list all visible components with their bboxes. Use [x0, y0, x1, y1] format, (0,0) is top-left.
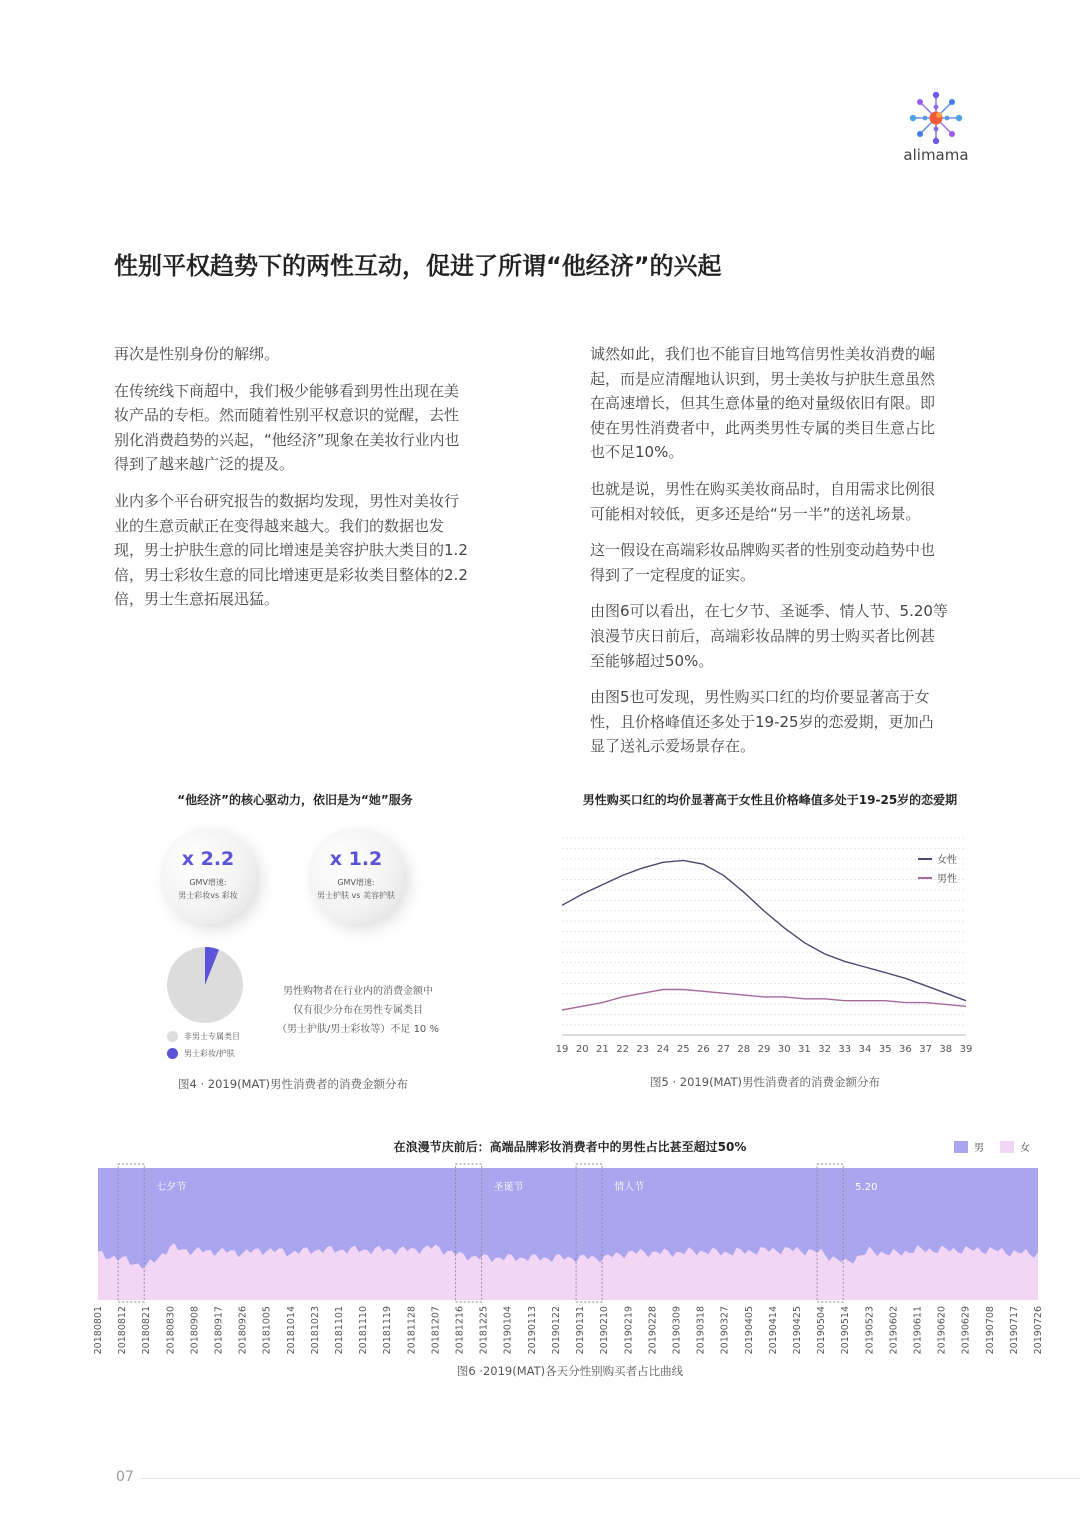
series-line-female: [562, 860, 966, 1000]
x-tick-label: 20181216: [454, 1306, 466, 1355]
x-tick-label: 39: [959, 1044, 973, 1055]
x-tick-label: 31: [798, 1044, 811, 1055]
paragraph: 由图5也可发现，男性购买口红的均价要显著高于女性，且价格峰值还多处于19-25岁的恋爱期，更加凸显了送礼示爱场景存在。: [590, 688, 934, 756]
fig4-legend: [167, 1031, 240, 1059]
fig4-pie-chart: [162, 942, 248, 1028]
fig6-legend: [950, 1138, 1040, 1156]
x-tick-label: 20190405: [743, 1306, 755, 1355]
x-tick-label: 20181023: [309, 1306, 321, 1355]
x-tick-label: 20190504: [816, 1306, 828, 1355]
x-tick-label: 21: [596, 1044, 609, 1055]
x-tick-label: 20180926: [237, 1306, 249, 1355]
legend-label-male: 男: [974, 1143, 984, 1154]
fig6-title: 在浪漫节庆前后：高端品牌彩妆消费者中的男性占比甚至超过50%: [393, 1140, 747, 1154]
brand-name: alimama: [903, 146, 969, 164]
x-tick-label: 20: [575, 1044, 589, 1055]
x-tick-label: 35: [878, 1044, 892, 1055]
paragraph: 由图6可以看出，在七夕节、圣诞季、情人节、5.20等浪漫节庆日前后，高端彩妆品牌的男士购买者比例甚至能够超过50%。: [590, 602, 948, 670]
fig4-title: “他经济”的核心驱动力，依旧是为“她”服务: [177, 793, 413, 807]
fig6-area-chart: [92, 1160, 1048, 1360]
note-line: 男性购物者在行业内的消费金额中: [283, 986, 433, 997]
x-tick-label: 20190425: [791, 1306, 803, 1355]
x-tick-label: 20190104: [502, 1306, 514, 1355]
x-tick-label: 20181207: [430, 1306, 442, 1355]
x-tick-label: 20180908: [189, 1306, 201, 1355]
fig4-caption: 图4 · 2019(MAT)男性消费者的消费金额分布: [178, 1077, 408, 1091]
x-tick-label: 20180917: [213, 1306, 225, 1355]
x-tick-label: 30: [777, 1044, 791, 1055]
x-tick-label: 33: [838, 1044, 852, 1055]
paragraph: 这一假设在高端彩妆品牌购买者的性别变动趋势中也得到了一定程度的证实。: [590, 541, 936, 584]
paragraph: 也就是说，男性在购买美妆商品时，自用需求比例很可能相对较低，更多还是给“另一半”的送礼场景。: [590, 479, 936, 523]
paragraph: 再次是性别身份的解绑。: [114, 345, 280, 363]
x-tick-label: 20190620: [936, 1306, 948, 1355]
x-tick-label: 20190523: [864, 1306, 876, 1355]
section-heading: 性别平权趋势下的两性互动，促进了所谓“他经济”的兴起: [114, 252, 722, 280]
note-line: 仅有很少分布在男性专属类目: [293, 1005, 423, 1016]
legend-swatch: [167, 1048, 178, 1059]
paragraph: 诚然如此，我们也不能盲目地笃信男性美妆消费的崛起，而是应清醒地认识到，男士美妆与护肤生意虽然在高速增长，但其生意体量的绝对量级依旧有限。即使在男性消费者中，此两类男性专属的类目生意占比也不足10%。: [590, 345, 936, 462]
x-tick-label: 20190726: [1033, 1306, 1044, 1355]
x-tick-label: 20180821: [141, 1306, 153, 1355]
paragraph: 在传统线下商超中，我们极少能够看到男性出现在美妆产品的专柜。然而随着性别平权意识的觉醒，去性别化消费趋势的兴起，“他经济”现象在美妆行业内也得到了越来越广泛的提及。: [114, 381, 460, 474]
x-tick-label: 25: [676, 1044, 690, 1055]
x-tick-label: 20190219: [623, 1306, 635, 1355]
legend-swatch-male: [954, 1141, 968, 1153]
alimama-logo-icon: [896, 88, 976, 144]
x-tick-label: 20181110: [358, 1306, 370, 1355]
footer-divider: [140, 1478, 1080, 1479]
note-line: （男士护肤/男士彩妆等）不足 10 %: [277, 1024, 439, 1035]
legend-item: [167, 1031, 240, 1042]
x-tick-label: 36: [899, 1044, 912, 1055]
x-tick-label: 20190318: [695, 1306, 707, 1355]
x-tick-label: 20190122: [550, 1306, 562, 1355]
bubble-value: x 1.2: [329, 848, 383, 870]
x-tick-label: 20180812: [117, 1306, 129, 1355]
x-tick-label: 22: [616, 1044, 629, 1055]
legend-label: 女性: [937, 855, 957, 866]
bubble-label: 男士护肤 vs 美容护肤: [317, 891, 395, 900]
legend-swatch: [167, 1031, 178, 1042]
legend-label: 男士彩妆/护肤: [184, 1049, 235, 1058]
x-tick-label: 28: [737, 1044, 751, 1055]
festival-label-christmas: 圣诞节: [493, 1182, 524, 1193]
left-text-column: [114, 342, 472, 624]
x-tick-label: 20180830: [165, 1306, 177, 1355]
x-tick-label: 20181005: [261, 1306, 273, 1355]
paragraph: 业内多个平台研究报告的数据均发现，男性对美妆行业的生意贡献正在变得越来越大。我们的数据也发现，男士护肤生意的同比增速是美容护肤大类目的1.2倍，男士彩妆生意的同比增速更是彩妆类目整体的2.2倍，男士生意拓展迅猛。: [114, 491, 468, 609]
bubble-value: x 2.2: [181, 848, 235, 870]
x-tick-label: 26: [697, 1044, 710, 1055]
gmv-bubble-skincare: [308, 828, 404, 924]
legend-label-female: 女: [1020, 1143, 1030, 1154]
x-tick-label: 23: [636, 1044, 650, 1055]
series-line-male: [562, 990, 966, 1011]
x-tick-label: 32: [818, 1044, 831, 1055]
x-tick-label: 20190113: [526, 1306, 538, 1355]
x-tick-label: 20190611: [912, 1306, 924, 1355]
legend-swatch-female: [1000, 1141, 1014, 1153]
x-tick-label: 27: [717, 1044, 730, 1055]
x-tick-label: 20181128: [406, 1306, 418, 1355]
x-tick-label: 37: [919, 1044, 932, 1055]
x-tick-label: 20190131: [575, 1306, 587, 1355]
right-text-column: [590, 342, 948, 771]
x-tick-label: 20190327: [719, 1306, 731, 1355]
x-tick-label: 20190228: [647, 1306, 659, 1355]
x-tick-label: 20190514: [840, 1306, 852, 1355]
fig6-caption: 图6 ·2019(MAT)各天分性别购买者占比曲线: [456, 1364, 684, 1378]
x-tick-label: 20181225: [478, 1306, 490, 1355]
x-tick-label: 20181014: [285, 1306, 297, 1355]
x-tick-label: 20190708: [984, 1306, 996, 1355]
page-number: 07: [116, 1469, 134, 1485]
fig5-caption: 图5 · 2019(MAT)男性消费者的消费金额分布: [650, 1075, 880, 1089]
fig5-line-chart: [548, 830, 978, 1062]
alimama-logo: [896, 88, 976, 164]
legend-label: 男性: [937, 874, 957, 885]
bubble-label: GMV增速:: [189, 878, 227, 887]
x-tick-label: 20190717: [1008, 1306, 1020, 1355]
legend-item: [167, 1048, 240, 1059]
x-tick-label: 34: [858, 1044, 872, 1055]
x-tick-label: 20190414: [767, 1306, 779, 1355]
x-tick-label: 20190309: [671, 1306, 683, 1355]
x-tick-label: 38: [939, 1044, 953, 1055]
x-tick-label: 19: [555, 1044, 569, 1055]
fig5-title: 男性购买口红的均价显著高于女性且价格峰值多处于19-25岁的恋爱期: [582, 793, 958, 807]
x-tick-label: 20190602: [888, 1306, 900, 1355]
festival-label-520: 5.20: [855, 1182, 878, 1193]
x-tick-label: 24: [656, 1044, 670, 1055]
x-tick-label: 29: [757, 1044, 771, 1055]
x-tick-label: 20181119: [382, 1306, 394, 1355]
bubble-label: 男士彩妆vs 彩妆: [178, 891, 238, 900]
festival-label-qixi: 七夕节: [156, 1182, 187, 1193]
fig4-note: [258, 982, 458, 1039]
bubble-label: GMV增速:: [337, 878, 375, 887]
festival-label-valentine: 情人节: [614, 1182, 645, 1193]
x-tick-label: 20190629: [960, 1306, 972, 1355]
gmv-bubble-makeup: [160, 828, 256, 924]
legend-label: 非男士专属类目: [184, 1032, 240, 1041]
x-tick-label: 20181101: [334, 1306, 346, 1355]
x-tick-label: 20190210: [599, 1306, 611, 1355]
x-tick-label: 20180801: [93, 1306, 104, 1355]
